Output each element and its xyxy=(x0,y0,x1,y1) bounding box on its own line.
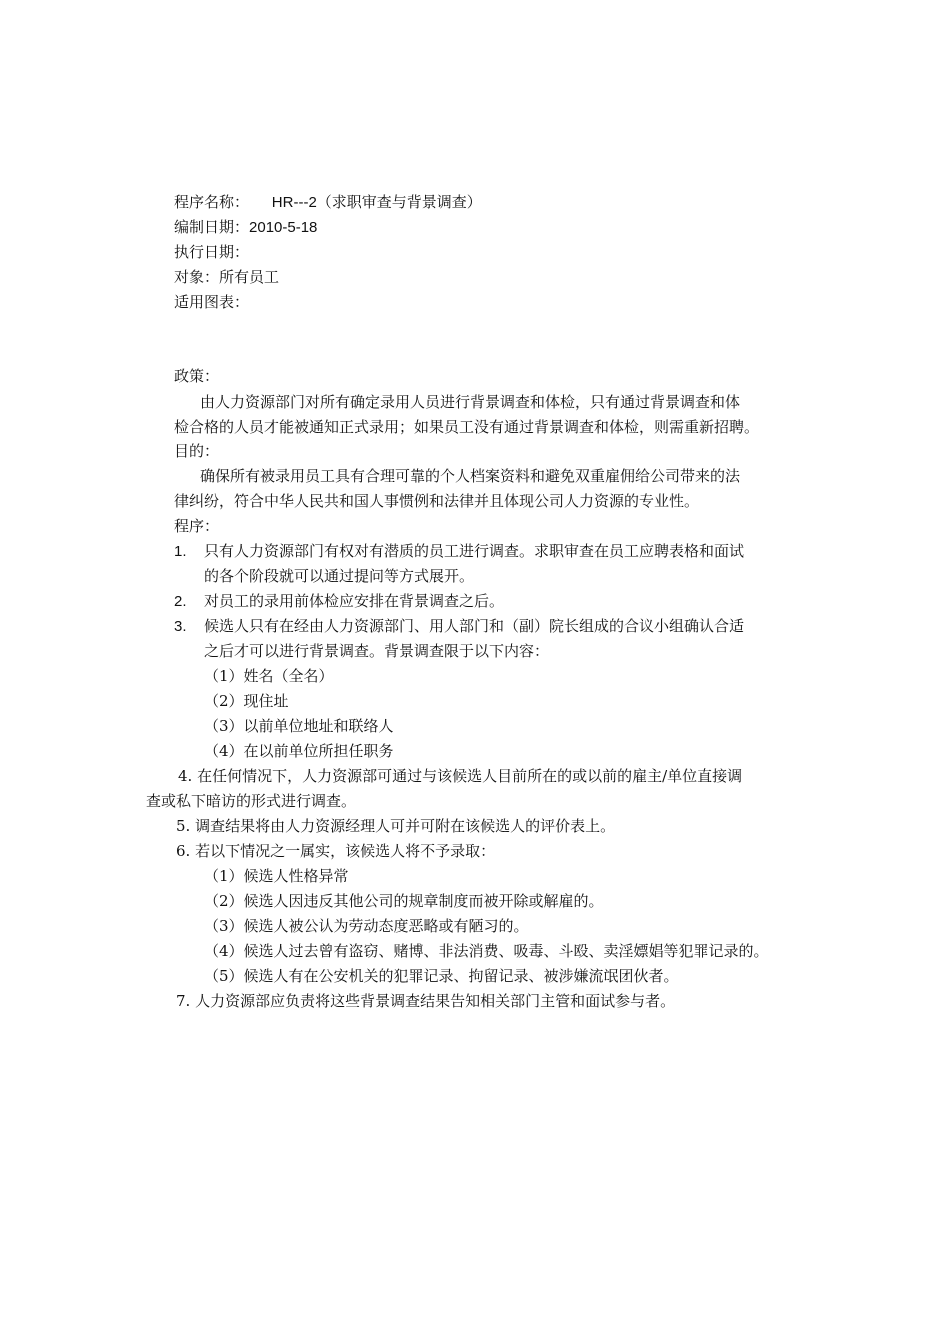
procedure-item-3-cont: 之后才可以进行背景调查。背景调查限于以下内容： xyxy=(204,642,550,660)
compile-date-label: 编制日期： xyxy=(174,218,250,236)
compile-date-line xyxy=(174,217,317,238)
item-1-text: 只有人力资源部门有权对有潜质的员工进行调查。求职审查在员工应聘表格和面试 xyxy=(204,542,745,560)
purpose-line-2: 律纠纷，符合中华人民共和国人事惯例和法律并且体现公司人力资源的专业性。 xyxy=(174,492,700,510)
procedure-item-4: 4. 在任何情况下，人力资源部可通过与该候选人目前所在的或以前的雇主/单位直接调 xyxy=(178,767,743,785)
procedure-item-1 xyxy=(174,541,744,562)
policy-line-1: 由人力资源部门对所有确定录用人员进行背景调查和体检，只有通过背景调查和体 xyxy=(200,393,741,411)
item-2-number: 2. xyxy=(174,593,187,610)
item-6-sub-5: （5）候选人有在公安机关的犯罪记录、拘留记录、被涉嫌流氓团伙者。 xyxy=(204,967,679,985)
compile-date-value: 2010-5-18 xyxy=(249,219,318,236)
item-6-sub-1: （1）候选人性格异常 xyxy=(204,867,349,885)
policy-heading: 政策： xyxy=(174,367,220,385)
target-label: 对象：所有员工 xyxy=(174,268,280,286)
procedure-item-4-cont: 查或私下暗访的形式进行调查。 xyxy=(146,792,357,810)
item-2-text: 对员工的录用前体检应安排在背景调查之后。 xyxy=(204,592,505,610)
item-6-sub-4: （4）候选人过去曾有盗窃、赌博、非法消费、吸毒、斗殴、卖淫嫖娼等犯罪记录的。 xyxy=(204,942,769,960)
procedure-heading: 程序： xyxy=(174,517,220,535)
purpose-line-1: 确保所有被录用员工具有合理可靠的个人档案资料和避免双重雇佣给公司带来的法 xyxy=(200,467,741,485)
item-6-sub-2: （2）候选人因违反其他公司的规章制度而被开除或解雇的。 xyxy=(204,892,604,910)
program-name-line xyxy=(174,192,482,213)
item-3-sub-1: （1）姓名（全名） xyxy=(204,667,334,685)
item-3-sub-3: （3）以前单位地址和联络人 xyxy=(204,717,394,735)
procedure-item-6: 6. 若以下情况之一属实，该候选人将不予录取： xyxy=(176,842,496,860)
item-1-number: 1. xyxy=(174,543,187,560)
item-6-sub-3: （3）候选人被公认为劳动态度恶略或有陋习的。 xyxy=(204,917,529,935)
item-3-sub-4: （4）在以前单位所担任职务 xyxy=(204,742,394,760)
forms-label: 适用图表： xyxy=(174,293,250,311)
item-3-text: 候选人只有在经由人力资源部门、用人部门和（副）院长组成的合议小组确认合适 xyxy=(204,617,745,635)
program-name-value: HR---2（求职审查与背景调查） xyxy=(271,194,482,211)
procedure-item-7: 7. 人力资源部应负责将这些背景调查结果告知相关部门主管和面试参与者。 xyxy=(176,992,676,1010)
procedure-item-5: 5. 调查结果将由人力资源经理人可并可附在该候选人的评价表上。 xyxy=(176,817,616,835)
procedure-item-2 xyxy=(174,591,504,612)
procedure-item-3 xyxy=(174,616,744,637)
procedure-item-1-cont: 的各个阶段就可以通过提问等方式展开。 xyxy=(204,567,475,585)
program-name-label: 程序名称： xyxy=(174,193,250,211)
item-3-number: 3. xyxy=(174,618,187,635)
exec-date-label: 执行日期： xyxy=(174,243,250,261)
item-3-sub-2: （2）现住址 xyxy=(204,692,289,710)
policy-line-2: 检合格的人员才能被通知正式录用；如果员工没有通过背景调查和体检，则需重新招聘。 xyxy=(174,418,760,436)
purpose-heading: 目的： xyxy=(174,442,220,460)
